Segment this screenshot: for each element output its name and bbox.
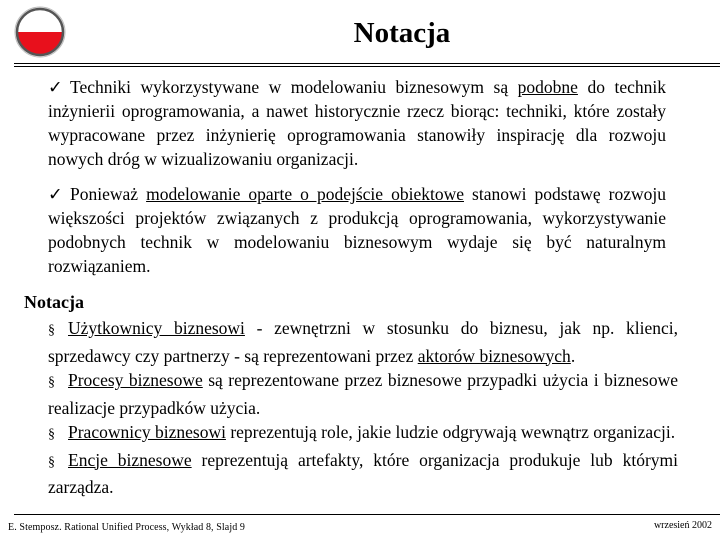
list-item [48,420,678,448]
paragraph-2-text-after: stanowi podstawę rozwoju większości projektów związanych z produkcją oprogramowania, wykorzystywanie podobnych technik w modelowaniu biznesowym wydaje się być naturalnym rozwiązaniem. [48,184,666,276]
footer-source: E. Stemposz. Rational Unified Process, Wykład 8, Slajd 9 [8,522,246,533]
paragraph-1-text-before: Techniki wykorzystywane w modelowaniu biznesowym są [70,77,518,97]
link-podobne[interactable]: podobne [517,77,578,97]
list-item [48,448,678,500]
notation-list [48,316,678,500]
page-title: Notacja [353,17,451,49]
title-divider [14,63,720,64]
section-bullet-icon: § [48,375,55,390]
footer-divider [14,514,720,515]
section-bullet-icon: § [48,323,55,338]
link-encje-biznesowe[interactable]: Encje biznesowe [68,449,192,470]
list-item-text-end: . [570,345,576,366]
footer-date: wrzesień 2002 [653,520,712,531]
list-item [48,316,678,368]
link-pracownicy-biznesowi[interactable]: Pracownicy biznesowi [68,422,226,442]
check-icon: ✓ [48,184,63,204]
paragraph-1-text-after: do technik inżynierii oprogramowania, a nawet historycznie rzecz biorąc: techniki, które zostały wypracowane przez inżynierię oprogramowania stanowiły inspirację dla rozwoju nowych dróg w wizualizowaniu organizacji. [48,77,666,169]
list-item-text: - zewnętrzni w stosunku do biznesu, jak np. klienci, sprzedawcy czy partnerzy - są reprezentowani przez [48,318,678,366]
link-aktorow-biznesowych[interactable]: aktorów biznesowych [417,345,571,366]
list-item-text: reprezentują artefakty, które organizacja produkuje lub którymi zarządza. [48,449,678,497]
list-item [48,368,678,420]
paragraph-2-text-before: Ponieważ [70,184,147,204]
section-heading-notacja: Notacja [24,292,84,312]
link-modelowanie-obiektowe[interactable]: modelowanie oparte o podejście obiektowe [146,184,464,204]
paragraph-2 [48,182,666,278]
link-uzytkownicy-biznesowi[interactable]: Użytkownicy biznesowi [68,318,245,338]
check-icon: ✓ [48,77,63,97]
title-divider-second [14,66,720,67]
section-bullet-icon: § [48,454,55,470]
list-item-text: są reprezentowane przez biznesowe przypadki użycia i biznesowe realizacje przypadków użycia. [48,370,678,418]
paragraph-1 [48,75,666,171]
section-bullet-icon: § [48,427,55,442]
list-item-text: reprezentują role, jakie ludzie odgrywają wewnątrz organizacji. [225,422,676,442]
link-procesy-biznesowe[interactable]: Procesy biznesowe [68,370,203,390]
